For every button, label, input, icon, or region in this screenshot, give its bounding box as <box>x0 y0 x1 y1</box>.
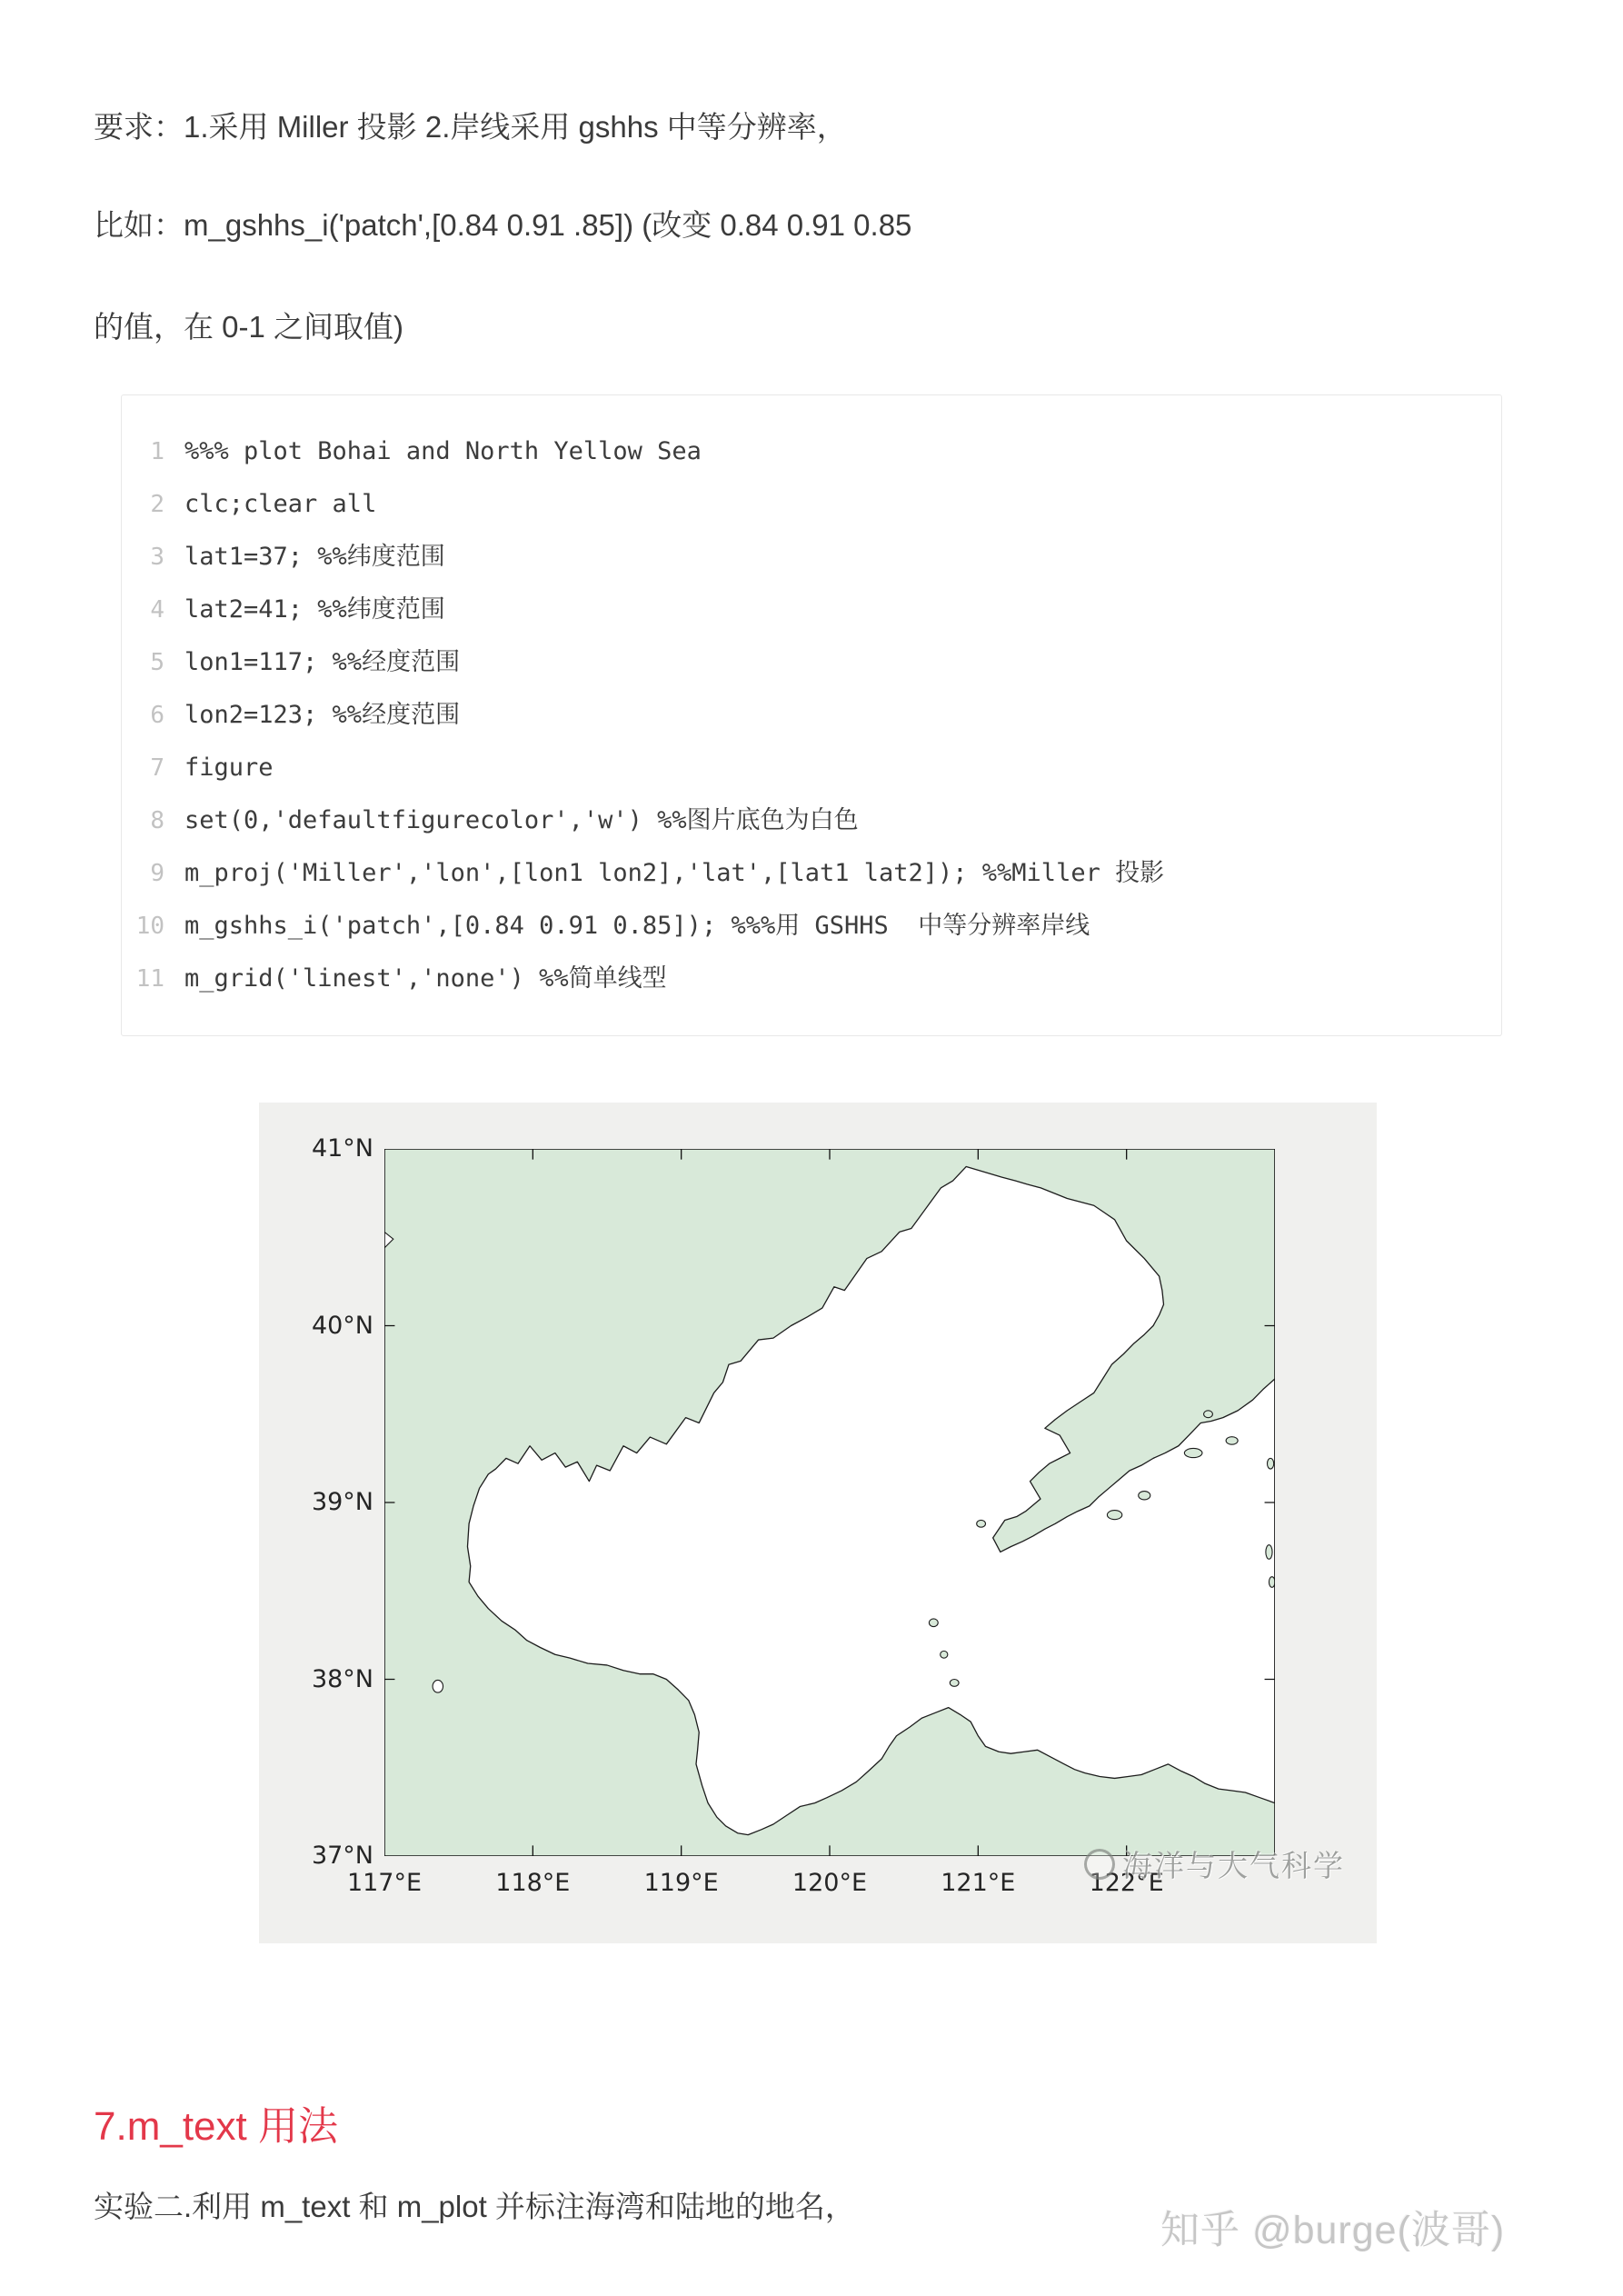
code-line <box>122 636 1501 689</box>
map-watermark <box>1084 1842 1345 1885</box>
code-line-number: 9 <box>150 860 164 887</box>
lon-tick-label: 121°E <box>941 1869 1016 1897</box>
lon-tick-label: 117°E <box>346 1869 423 1897</box>
code-line <box>122 794 1501 847</box>
lon-tick-label: 122°E <box>1089 1869 1164 1897</box>
matlab-code-block <box>121 394 1502 1036</box>
code-line <box>122 478 1501 531</box>
map-axes <box>384 1149 1275 1856</box>
code-line-text: m_gshhs_i('patch',[0.84 0.91 0.85]); %%%用 GSHHS 中等分辨率岸线 <box>184 912 1090 940</box>
code-lines-container <box>122 425 1501 1005</box>
map-watermark-text: 海洋与大气科学 <box>1122 1849 1345 1882</box>
code-line-text: set(0,'defaultfigurecolor','w') %%图片底色为白色 <box>184 806 859 834</box>
intro-line-2: 比如：m_gshhs_i('patch',[0.84 0.91 .85]) (改变 0.84 0.91 0.85 <box>94 208 912 242</box>
code-line <box>122 689 1501 742</box>
code-line-number: 8 <box>150 807 164 834</box>
code-line-number: 6 <box>150 702 164 729</box>
code-line-number: 11 <box>135 965 164 993</box>
code-line-text: lat2=41; %%纬度范围 <box>184 595 445 624</box>
code-line-text: lon1=117; %%经度范围 <box>184 648 461 676</box>
lon-tick-label: 118°E <box>495 1869 571 1897</box>
code-line-text: lon2=123; %%经度范围 <box>184 701 461 729</box>
section-heading: 7.m_text 用法 <box>94 2103 338 2149</box>
code-line <box>122 953 1501 1005</box>
code-line-number: 3 <box>150 544 164 571</box>
code-line-text: lat1=37; %%纬度范围 <box>184 543 445 571</box>
bohai-yellow-sea-map-svg <box>384 1149 1275 1856</box>
inland-lake <box>433 1680 443 1692</box>
code-line-number: 5 <box>150 649 164 676</box>
code-line-number: 1 <box>150 438 164 465</box>
intro-line-3: 的值，在 0-1 之间取值) <box>94 310 404 344</box>
code-line-number: 4 <box>150 596 164 624</box>
lat-tick-label: 37°N <box>311 1842 373 1870</box>
code-line-text: m_proj('Miller','lon',[lon1 lon2],'lat',[lat1 lat2]); %%Miller 投影 <box>184 859 1165 887</box>
code-line-text: m_grid('linest','none') %%简单线型 <box>184 964 667 993</box>
lat-tick-label: 38°N <box>311 1664 373 1693</box>
lon-tick-label: 120°E <box>792 1869 868 1897</box>
lat-tick-label: 40°N <box>311 1311 373 1340</box>
map-figure <box>259 1103 1377 1943</box>
lat-tick-label: 39°N <box>311 1488 373 1516</box>
code-line <box>122 584 1501 636</box>
code-line-text: clc;clear all <box>184 490 377 518</box>
intro-line-1: 要求：1.采用 Miller 投影 2.岸线采用 gshhs 中等分辨率， <box>94 110 847 144</box>
code-line-text: figure <box>184 754 274 782</box>
code-line <box>122 425 1501 478</box>
zhihu-author-watermark: 知乎 @burge(波哥) <box>1160 2209 1506 2252</box>
map-watermark-logo-icon <box>1084 1849 1115 1880</box>
code-line-number: 10 <box>135 913 164 940</box>
outro-line: 实验二.利用 m_text 和 m_plot 并标注海湾和陆地的地名， <box>94 2190 855 2223</box>
code-line <box>122 531 1501 584</box>
code-line <box>122 900 1501 953</box>
code-line-text: %%% plot Bohai and North Yellow Sea <box>184 437 702 465</box>
code-line <box>122 847 1501 900</box>
code-line-number: 2 <box>150 491 164 518</box>
lon-tick-label: 119°E <box>643 1869 719 1897</box>
lat-tick-label: 41°N <box>311 1134 373 1163</box>
code-line-number: 7 <box>150 754 164 782</box>
code-line <box>122 742 1501 794</box>
